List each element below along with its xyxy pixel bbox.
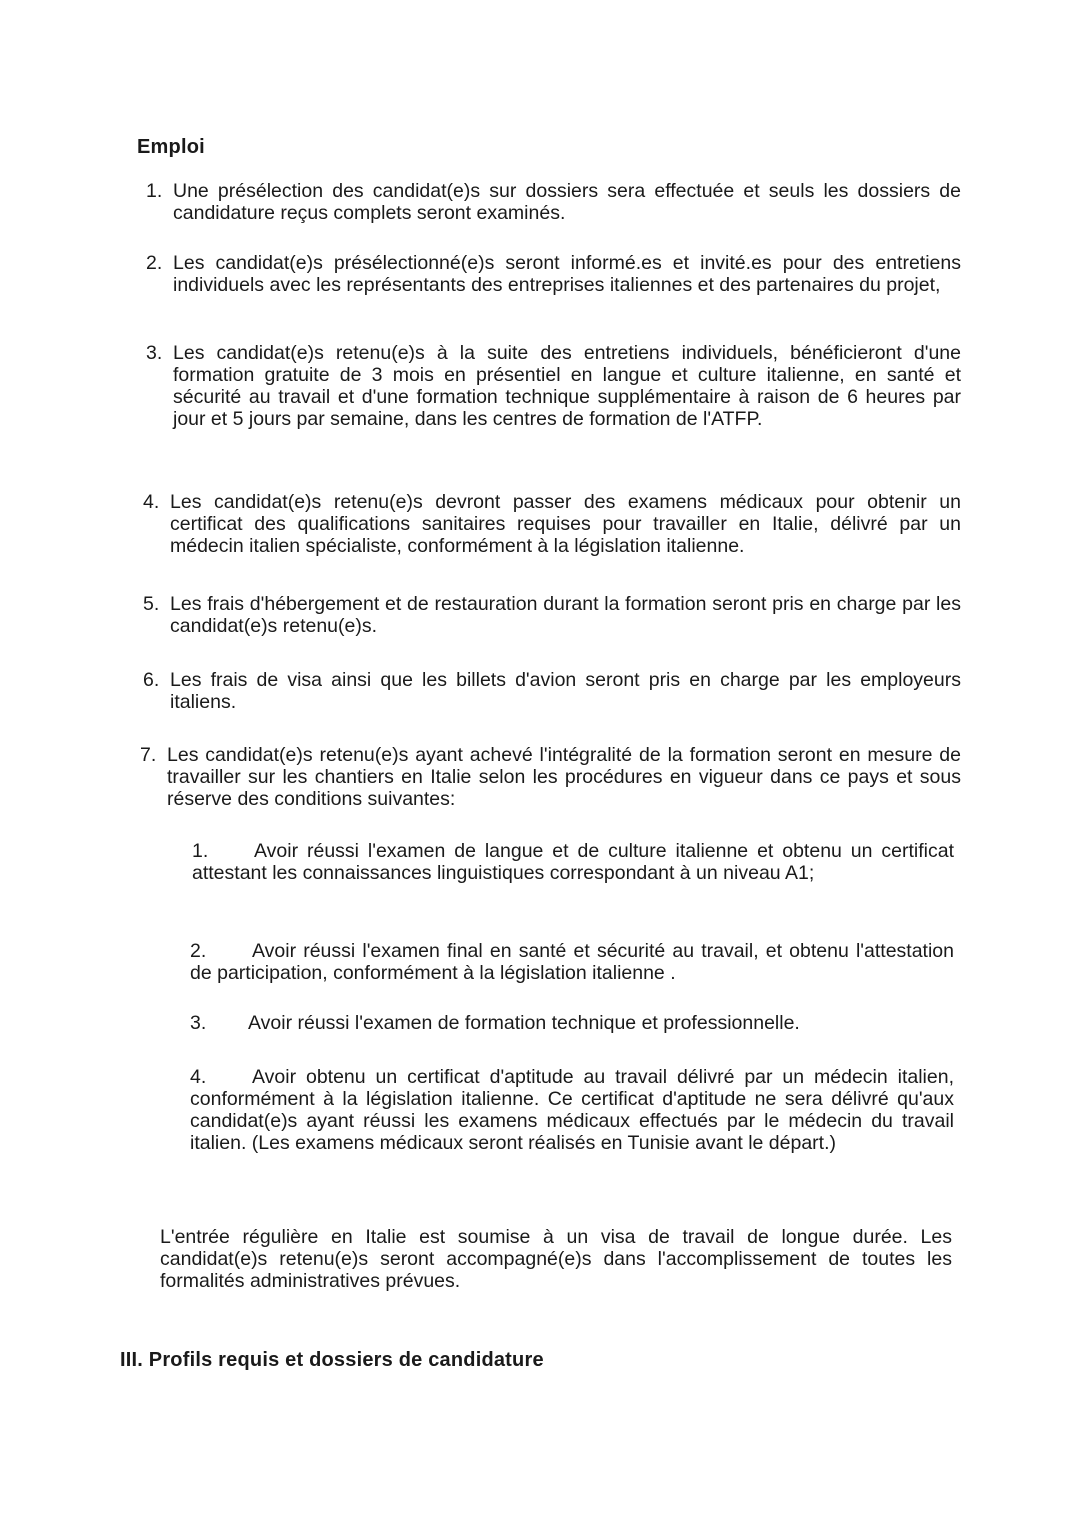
list-item-text: Les candidat(e)s retenu(e)s à la suite des entretiens individuels, bénéficieront d'une formation gratuite de 3 mois en présentiel en langue et culture italienne, en santé et sécurité au travail et d'une formation technique supplémentaire à raison de 6 heures par jour et 5 jours par semaine, dans les centres de formation de l'ATFP.	[173, 342, 961, 430]
list-item-text: Les frais d'hébergement et de restauration durant la formation seront pris en charge par les candidat(e)s retenu(e)s.	[170, 593, 961, 637]
list-item-text: Les candidat(e)s retenu(e)s ayant achevé l'intégralité de la formation seront en mesure de travailler sur les chantiers en Italie selon les procédures en vigueur dans ce pays et sous réserve des conditions suivantes:	[167, 744, 961, 810]
list-item	[143, 669, 961, 713]
list-item-text: Les frais de visa ainsi que les billets d'avion seront pris en charge par les employeurs italiens.	[170, 669, 961, 713]
condition-item	[190, 940, 954, 984]
list-item	[146, 252, 961, 296]
condition-text: Avoir obtenu un certificat d'aptitude au travail délivré par un médecin italien, conformément à la législation italienne. Ce certificat d'aptitude ne sera délivré qu'aux candidat(e)s ayant réussi les examens médicaux effectués par le médecin du travail italien. (Les examens médicaux seront réalisés en Tunisie avant le départ.)	[190, 1066, 954, 1154]
condition-text: Avoir réussi l'examen final en santé et sécurité au travail, et obtenu l'attestation de participation, conformément à la législation italienne .	[190, 940, 954, 984]
condition-item	[190, 1012, 954, 1034]
list-item-number: 1.	[146, 180, 163, 202]
list-item-number: 6.	[143, 669, 160, 691]
condition-number: 2.	[190, 940, 207, 962]
list-item-text: Les candidat(e)s retenu(e)s devront passer des examens médicaux pour obtenir un certificat des qualifications sanitaires requises pour travailler en Italie, délivré par un médecin italien spécialiste, conformément à la législation italienne.	[170, 491, 961, 557]
list-item	[146, 342, 961, 430]
list-item-number: 4.	[143, 491, 160, 513]
condition-number: 3.	[190, 1012, 207, 1034]
list-item-number: 7.	[140, 744, 157, 766]
list-item-number: 2.	[146, 252, 163, 274]
condition-number: 4.	[190, 1066, 207, 1088]
list-item-number: 5.	[143, 593, 160, 615]
list-item	[146, 180, 961, 224]
list-item	[140, 744, 961, 810]
condition-item	[192, 840, 954, 884]
condition-text: Avoir réussi l'examen de langue et de culture italienne et obtenu un certificat attestant les connaissances linguistiques correspondant à un niveau A1;	[192, 840, 954, 884]
closing-paragraph: L'entrée régulière en Italie est soumise à un visa de travail de longue durée. Les candidat(e)s retenu(e)s seront accompagné(e)s dans l'accomplissement de toutes les formalités administratives prévues.	[160, 1226, 952, 1292]
list-item-text: Les candidat(e)s présélectionné(e)s seront informé.es et invité.es pour des entretiens individuels avec les représentants des entreprises italiennes et des partenaires du projet,	[173, 252, 961, 296]
list-item	[143, 491, 961, 557]
condition-text: Avoir réussi l'examen de formation technique et professionnelle.	[248, 1012, 800, 1034]
list-item-number: 3.	[146, 342, 163, 364]
condition-item	[190, 1066, 954, 1154]
list-item	[143, 593, 961, 637]
condition-number: 1.	[192, 840, 209, 862]
list-item-text: Une présélection des candidat(e)s sur dossiers sera effectuée et seuls les dossiers de candidature reçus complets seront examinés.	[173, 180, 961, 224]
section-heading-profils: III. Profils requis et dossiers de candidature	[120, 1349, 544, 1371]
section-heading-emploi: Emploi	[137, 136, 205, 158]
